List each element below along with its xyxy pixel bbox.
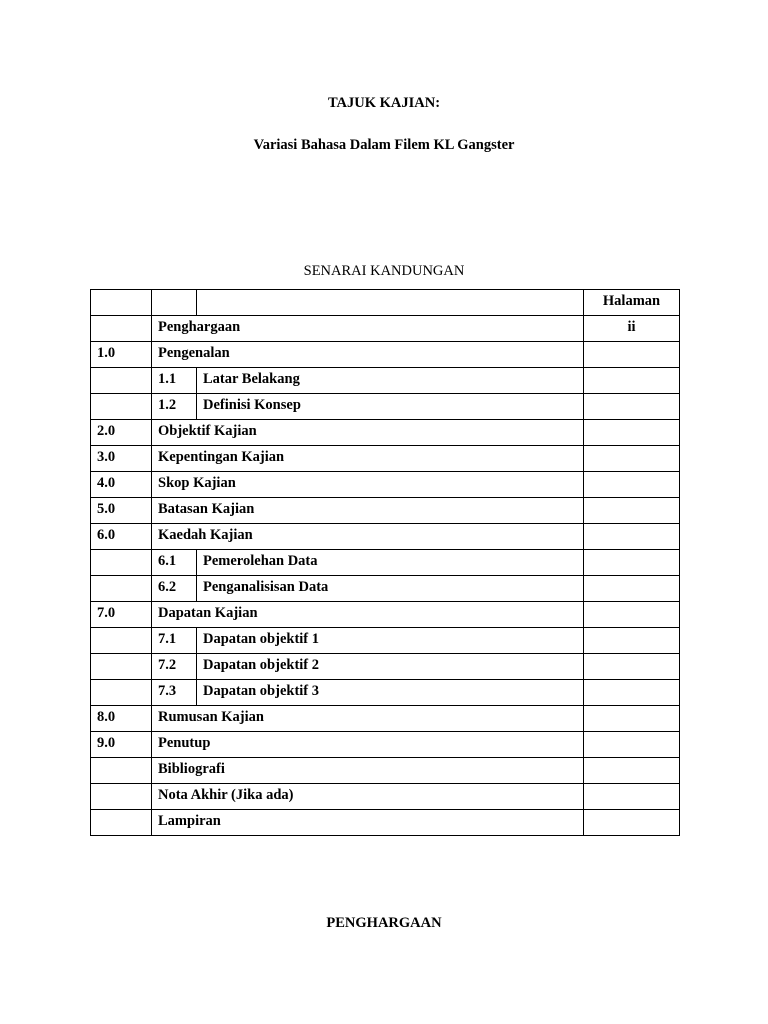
toc-section-number: 5.0: [91, 498, 152, 524]
toc-page-number: [584, 758, 680, 784]
toc-section-number: 9.0: [91, 732, 152, 758]
toc-section-number: [91, 680, 152, 706]
toc-section-number: [91, 550, 152, 576]
toc-page-number: [584, 576, 680, 602]
toc-entry-label: Penganalisisan Data: [197, 576, 584, 602]
toc-row: [91, 758, 680, 784]
toc-page-number: [584, 732, 680, 758]
toc-header-label-cell: [197, 290, 584, 316]
toc-row: [91, 706, 680, 732]
toc-row: [91, 784, 680, 810]
toc-entry-label: Nota Akhir (Jika ada): [152, 784, 584, 810]
toc-page-number: [584, 342, 680, 368]
toc-section-number: [91, 654, 152, 680]
toc-page-number: [584, 368, 680, 394]
toc-row: [91, 472, 680, 498]
toc-section-number: 7.0: [91, 602, 152, 628]
toc-row: [91, 498, 680, 524]
toc-section-number: 3.0: [91, 446, 152, 472]
toc-header-num-cell: [91, 290, 152, 316]
toc-section-number: [91, 316, 152, 342]
toc-section-number: [91, 758, 152, 784]
toc-page-number: [584, 498, 680, 524]
toc-entry-label: Kaedah Kajian: [152, 524, 584, 550]
toc-section-number: 6.0: [91, 524, 152, 550]
toc-page-number: [584, 446, 680, 472]
toc-entry-label: Dapatan objektif 3: [197, 680, 584, 706]
toc-entry-label: Dapatan Kajian: [152, 602, 584, 628]
toc-entry-label: Dapatan objektif 2: [197, 654, 584, 680]
toc-subsection-number: 6.1: [152, 550, 197, 576]
toc-entry-label: Penutup: [152, 732, 584, 758]
toc-entry-label: Dapatan objektif 1: [197, 628, 584, 654]
toc-page-number: [584, 550, 680, 576]
toc-row: [91, 550, 680, 576]
toc-entry-label: Lampiran: [152, 810, 584, 836]
toc-page-number: [584, 472, 680, 498]
toc-row: [91, 446, 680, 472]
toc-row: [91, 394, 680, 420]
toc-row: [91, 680, 680, 706]
toc-subsection-number: 6.2: [152, 576, 197, 602]
toc-page-header: Halaman: [584, 290, 680, 316]
toc-page-number: [584, 654, 680, 680]
toc-page-number: [584, 706, 680, 732]
title-heading: TAJUK KAJIAN:: [327, 95, 441, 111]
toc-row: [91, 732, 680, 758]
toc-page-number: [584, 810, 680, 836]
toc-entry-label: Pemerolehan Data: [197, 550, 584, 576]
toc-row: [91, 810, 680, 836]
toc-page-number: [584, 394, 680, 420]
toc-page-number: [584, 420, 680, 446]
toc-row: [91, 576, 680, 602]
toc-subsection-number: 7.2: [152, 654, 197, 680]
toc-entry-label: Batasan Kajian: [152, 498, 584, 524]
toc-heading: SENARAI KANDUNGAN: [303, 263, 465, 279]
toc-entry-label: Kepentingan Kajian: [152, 446, 584, 472]
acknowledgement-heading: PENGHARGAAN: [326, 915, 442, 931]
table-of-contents: [90, 289, 680, 836]
toc-entry-label: Penghargaan: [152, 316, 584, 342]
toc-page-number: [584, 524, 680, 550]
toc-subsection-number: 1.1: [152, 368, 197, 394]
toc-page-number: [584, 680, 680, 706]
toc-row: [91, 654, 680, 680]
toc-row: [91, 602, 680, 628]
toc-entry-label: Bibliografi: [152, 758, 584, 784]
toc-page-number: [584, 784, 680, 810]
toc-page-number: ii: [584, 316, 680, 342]
toc-row: [91, 628, 680, 654]
toc-entry-label: Definisi Konsep: [197, 394, 584, 420]
toc-section-number: [91, 810, 152, 836]
toc-row: [91, 524, 680, 550]
toc-entry-label: Objektif Kajian: [152, 420, 584, 446]
toc-entry-label: Latar Belakang: [197, 368, 584, 394]
toc-body: [91, 290, 680, 836]
toc-entry-label: Pengenalan: [152, 342, 584, 368]
study-title: Variasi Bahasa Dalam Filem KL Gangster: [253, 137, 515, 153]
toc-section-number: 1.0: [91, 342, 152, 368]
toc-row: [91, 368, 680, 394]
toc-section-number: [91, 628, 152, 654]
toc-section-number: [91, 368, 152, 394]
toc-row: [91, 420, 680, 446]
toc-section-number: [91, 394, 152, 420]
toc-header-row: [91, 290, 680, 316]
toc-page-number: [584, 628, 680, 654]
toc-entry-label: Rumusan Kajian: [152, 706, 584, 732]
toc-section-number: 8.0: [91, 706, 152, 732]
toc-row: [91, 316, 680, 342]
toc-section-number: [91, 576, 152, 602]
toc-section-number: [91, 784, 152, 810]
toc-row: [91, 342, 680, 368]
toc-section-number: 4.0: [91, 472, 152, 498]
toc-subsection-number: 7.3: [152, 680, 197, 706]
toc-section-number: 2.0: [91, 420, 152, 446]
toc-header-subnum-cell: [152, 290, 197, 316]
toc-subsection-number: 7.1: [152, 628, 197, 654]
toc-page-number: [584, 602, 680, 628]
toc-entry-label: Skop Kajian: [152, 472, 584, 498]
toc-subsection-number: 1.2: [152, 394, 197, 420]
